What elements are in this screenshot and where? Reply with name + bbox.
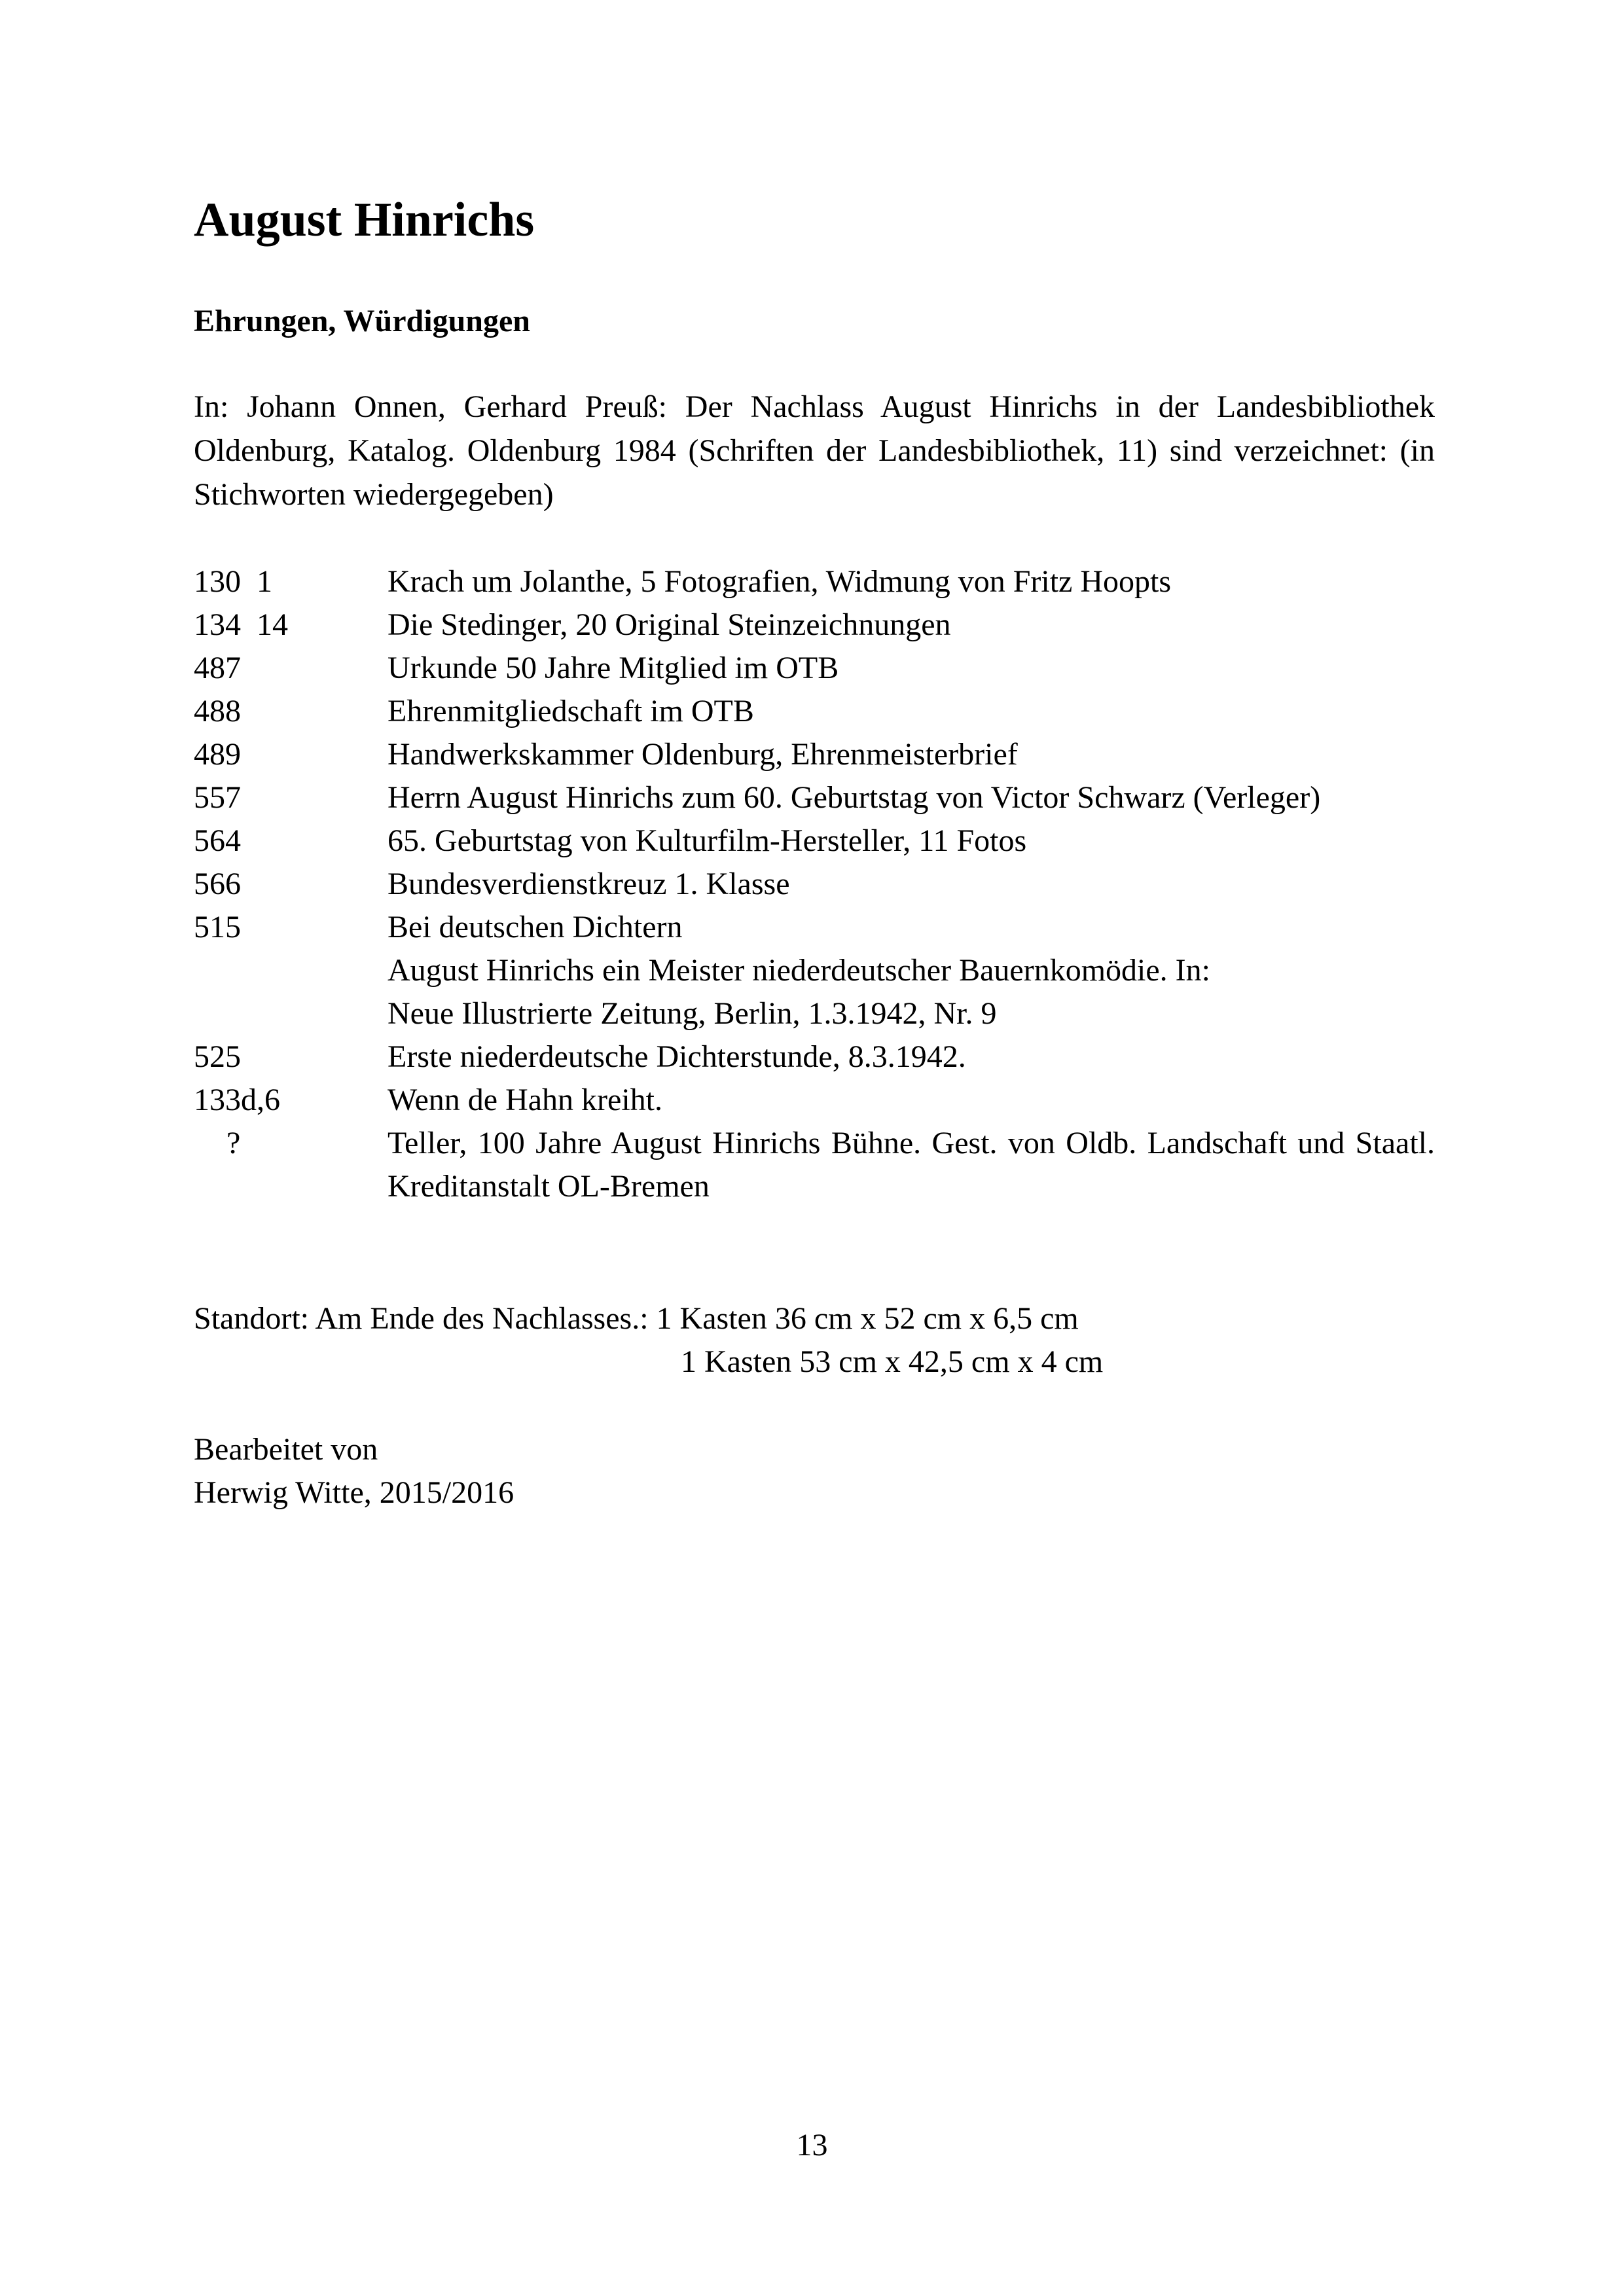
entry-line: Handwerkskammer Oldenburg, Ehrenmeisterbrief xyxy=(388,737,1018,772)
entry-text: Teller, 100 Jahre August Hinrichs Bühne. Gest. von Oldb. Landschaft und Staatl. Kreditanstalt OL-Bremen xyxy=(388,1126,1435,1204)
entry-line: Bundesverdienstkreuz 1. Klasse xyxy=(388,867,790,901)
entry-line: Bei deutschen Dichtern xyxy=(388,910,683,944)
list-item xyxy=(194,1122,1435,1208)
section-heading: Ehrungen, Würdigungen xyxy=(194,304,530,338)
list-item xyxy=(194,906,1435,1035)
entry-text xyxy=(388,1079,1435,1122)
list-item xyxy=(194,1035,1435,1079)
list-item xyxy=(194,560,1435,603)
entry-line: Krach um Jolanthe, 5 Fotografien, Widmung von Fritz Hoopts xyxy=(388,564,1172,599)
list-item xyxy=(194,1079,1435,1122)
location-box: 1 Kasten 36 cm x 52 cm x 6,5 cm xyxy=(656,1301,1079,1336)
editor-credit xyxy=(194,1428,514,1515)
entry-text xyxy=(388,863,1435,906)
editor-name: Herwig Witte, 2015/2016 xyxy=(194,1475,514,1510)
entry-text xyxy=(388,647,1435,690)
entry-number: 515 xyxy=(194,910,241,944)
entry-number: 133d,6 xyxy=(194,1083,280,1117)
list-item xyxy=(194,776,1435,819)
entry-line: Neue Illustrierte Zeitung, Berlin, 1.3.1942, Nr. 9 xyxy=(388,996,997,1031)
entry-text xyxy=(388,906,1435,1035)
entry-line: Wenn de Hahn kreiht. xyxy=(388,1083,662,1117)
entry-number: 557 xyxy=(194,780,241,815)
entry-text xyxy=(388,733,1435,776)
entry-line: Die Stedinger, 20 Original Steinzeichnungen xyxy=(388,607,951,642)
list-item xyxy=(194,819,1435,863)
entry-text xyxy=(388,819,1435,863)
entry-number: 525 xyxy=(194,1039,241,1074)
entry-number: ? xyxy=(226,1126,241,1160)
entry-line: Erste niederdeutsche Dichterstunde, 8.3.1942. xyxy=(388,1039,966,1074)
entry-number: 489 xyxy=(194,737,241,772)
entry-text xyxy=(388,1035,1435,1079)
entry-number: 488 xyxy=(194,694,241,728)
entry-text xyxy=(388,776,1435,819)
entry-line: Herrn August Hinrichs zum 60. Geburtstag von Victor Schwarz (Verleger) xyxy=(388,780,1321,815)
intro-paragraph: In: Johann Onnen, Gerhard Preuß: Der Nachlass August Hinrichs in der Landesbibliothek Oldenburg, Katalog. Oldenburg 1984 (Schriften der Landesbibliothek, 11) sind verzeichnet: (in Stichworten wiedergegeben) xyxy=(194,389,1435,512)
entry-number: 564 xyxy=(194,823,241,858)
list-item xyxy=(194,603,1435,647)
entry-line: Ehrenmitgliedschaft im OTB xyxy=(388,694,754,728)
location-row xyxy=(194,1297,1103,1340)
entry-list xyxy=(194,560,1435,1208)
entry-number: 134 14 xyxy=(194,607,288,642)
location-label: Standort: Am Ende des Nachlasses.: xyxy=(194,1301,649,1336)
location-note xyxy=(194,1297,1103,1384)
entry-number: 130 1 xyxy=(194,564,272,599)
entry-text xyxy=(388,560,1435,603)
entry-number: 566 xyxy=(194,867,241,901)
entry-line: August Hinrichs ein Meister niederdeutscher Bauernkomödie. In: xyxy=(388,953,1210,988)
entry-line: Urkunde 50 Jahre Mitglied im OTB xyxy=(388,651,839,685)
location-row xyxy=(194,1340,1103,1384)
location-box: 1 Kasten 53 cm x 42,5 cm x 4 cm xyxy=(681,1344,1104,1379)
page-number: 13 xyxy=(796,2128,828,2162)
entry-line: 65. Geburtstag von Kulturfilm-Hersteller, 11 Fotos xyxy=(388,823,1027,858)
entry-text xyxy=(388,603,1435,647)
list-item xyxy=(194,863,1435,906)
entry-number: 487 xyxy=(194,651,241,685)
list-item xyxy=(194,647,1435,690)
page-title: August Hinrichs xyxy=(194,193,535,247)
list-item xyxy=(194,690,1435,733)
editor-label: Bearbeitet von xyxy=(194,1432,378,1467)
entry-text xyxy=(388,690,1435,733)
list-item xyxy=(194,733,1435,776)
